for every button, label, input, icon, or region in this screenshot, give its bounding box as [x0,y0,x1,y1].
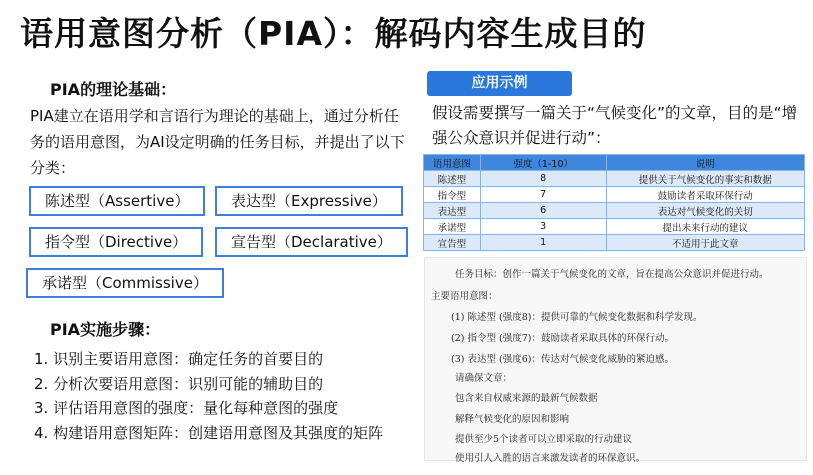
prompt-ensure-item: 包含来自权威来源的最新气候数据 [455,393,598,404]
table-cell: 表达型 [424,203,481,219]
table-cell: 提供关于气候变化的事实和数据 [606,171,804,187]
table-cell: 提出未来行动的建议 [606,219,804,235]
prompt-ensure-label: 请确保文章： [455,373,513,384]
prompt-ensure-item: 使用引人入胜的语言来激发读者的环保意识。 [455,453,646,464]
table-cell: 承诺型 [424,219,481,235]
prompt-panel [424,257,807,464]
type-box-assertive: 陈述型（Assertive） [29,186,205,216]
type-box-commissive: 承诺型（Commissive） [26,268,224,298]
type-box-directive: 指令型（Directive） [29,227,203,257]
theory-text: PIA建立在语用学和言语行为理论的基础上，通过分析任务的语用意图，为AI设定明确的任务目标，并提出了以下分类： [30,107,405,177]
table-cell: 8 [480,171,606,187]
intent-table [423,154,805,251]
step-item: 4. 构建语用意图矩阵：创建语用意图及其强度的矩阵 [34,423,384,442]
prompt-main-label: 主要语用意图： [431,291,498,302]
step-item: 1. 识别主要语用意图：确定任务的首要目的 [34,350,324,368]
table-row [424,235,805,251]
table-row [424,203,805,219]
table-header-row [424,155,805,171]
table-cell: 7 [480,187,606,203]
type-box-expressive: 表达型（Expressive） [215,186,403,216]
step-item: 3. 评估语用意图的强度：量化每种意图的强度 [34,399,339,417]
example-text: 假设需要撰写一篇关于“气候变化”的文章，目的是“增强公众意识并促进行动”： [432,104,798,147]
prompt-intent: (3) 表达型 (强度6)：传达对气候变化威胁的紧迫感。 [451,354,674,365]
prompt-ensure-item: 提供至少5个读者可以立即采取的行动建议 [455,434,633,445]
table-row [424,171,805,187]
type-box-declarative: 宣告型（Declarative） [215,227,408,257]
table-cell: 3 [480,219,606,235]
steps-heading: PIA实施步骤： [50,320,161,339]
table-header: 说明 [606,155,804,171]
prompt-ensure-item: 解释气候变化的原因和影响 [455,414,570,425]
example-badge: 应用示例 [427,71,572,96]
step-item: 2. 分析次要语用意图：识别可能的辅助目的 [34,374,324,393]
steps-list [34,347,383,445]
table-cell: 表达对气候变化的关切 [606,203,804,219]
table-header: 强度（1-10） [480,155,606,171]
table-cell: 1 [480,235,606,251]
table-cell: 不适用于此文章 [606,235,804,251]
prompt-task: 任务目标：创作一篇关于气候变化的文章，旨在提高公众意识并促进行动。 [455,269,769,280]
table-cell: 宣告型 [424,235,481,251]
table-cell: 陈述型 [424,171,481,187]
page-title: 语用意图分析（PIA）：解码内容生成目的 [20,14,647,53]
table-row [424,187,805,203]
theory-heading: PIA的理论基础： [50,80,177,99]
prompt-intent: (2) 指令型 (强度7)：鼓励读者采取具体的环保行动。 [451,333,674,344]
table-cell: 指令型 [424,187,481,203]
prompt-intent: (1) 陈述型 (强度8)：提供可靠的气候变化数据和科学发现。 [451,312,703,323]
table-header: 语用意图 [424,155,481,171]
table-row [424,219,805,235]
table-cell: 鼓励读者采取环保行动 [606,187,804,203]
table-cell: 6 [480,203,606,219]
